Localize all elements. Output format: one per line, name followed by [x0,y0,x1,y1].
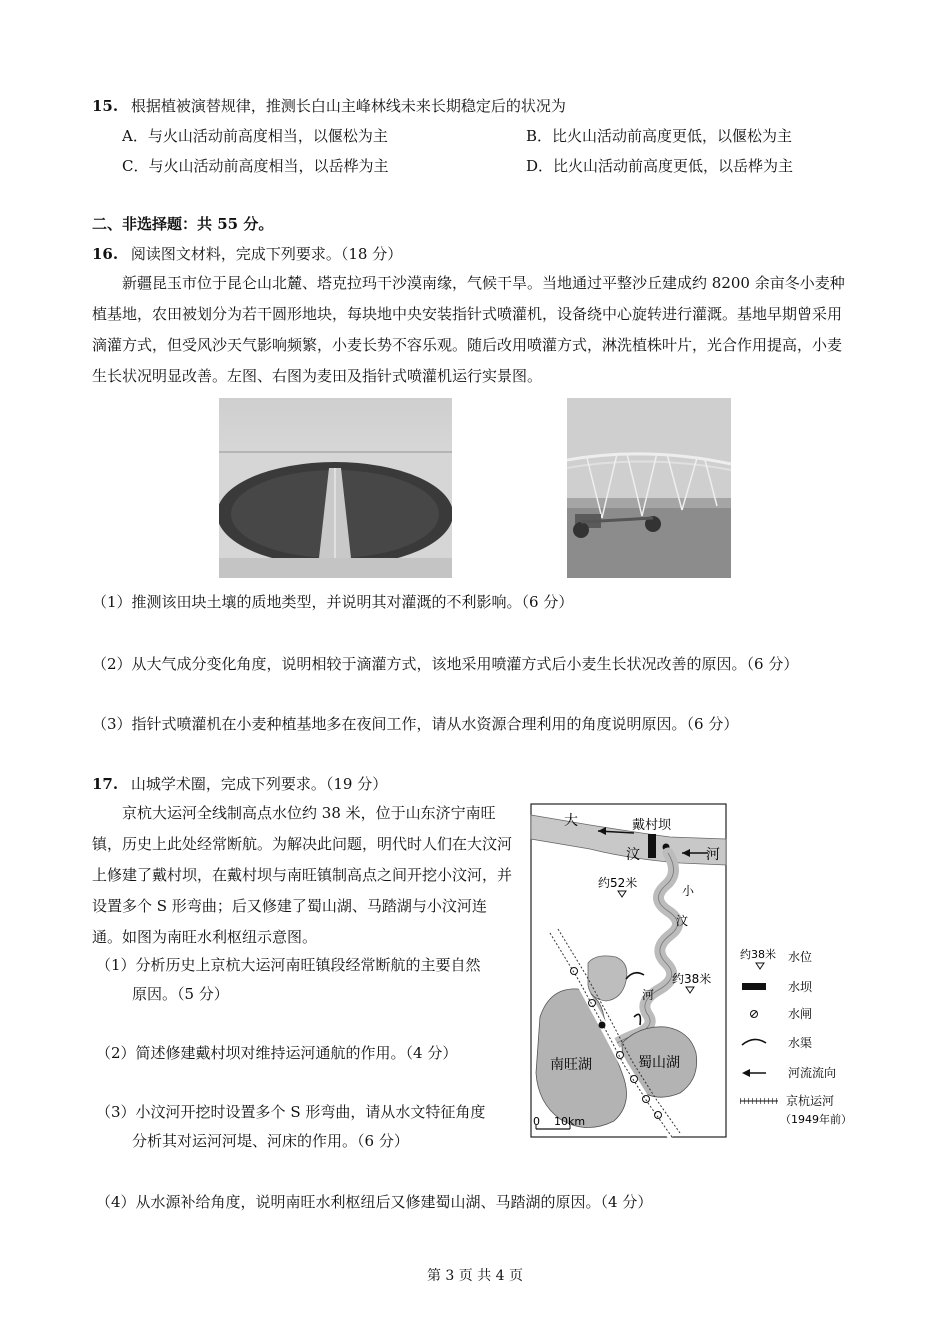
q15-stem-line [92,96,566,116]
legend-flow: 河流流向 [788,1066,837,1080]
nanwang-hub-map [530,803,850,1139]
label-he2: 河 [642,988,655,1002]
wheat-field-photo [219,398,452,578]
label-wen2: 汶 [676,914,689,928]
label-wen: 汶 [626,847,640,863]
q17-sub1-line1: （1）分析历史上京杭大运河南旺镇段经常断航的主要自然 [96,956,481,974]
legend-dam: 水坝 [788,980,813,994]
q17-sub1-line2: 原因。（5 分） [132,985,229,1003]
label-da: 大 [564,813,578,829]
nanwang-point [599,1022,606,1029]
label-dam: 戴村坝 [632,818,672,833]
q16-sub1: （1）推测该田块土壤的质地类型，并说明其对灌溉的不利影响。（6 分） [92,593,574,611]
label-he: 河 [706,847,720,863]
q17-sub4: （4）从水源补给角度，说明南旺水利枢纽后又修建蜀山湖、马踏湖的原因。（4 分） [96,1193,653,1211]
dam-symbol [648,834,656,858]
legend-gate: 水闸 [788,1007,813,1021]
q17-stem-line [92,774,387,794]
section2-title: 二、非选择题：共 55 分。 [92,215,274,233]
q17-passage: 京杭大运河全线制高点水位约 38 米，位于山东济宁南旺镇，历史上此处经常断航。为解决此问题，明代时人们在大汶河上修建了戴村坝，在戴村坝与南旺镇制高点之间开挖小汶河，并设置多个 S 形弯曲；后又修建了蜀山湖、马踏湖与小汶河连通。如图为南旺水利枢纽示意图。 [92,804,513,946]
q16-stem: 阅读图文材料，完成下列要求。（18 分） [130,245,403,263]
q17-sub2: （2）简述修建戴村坝对维持运河通航的作用。（4 分） [96,1044,458,1062]
q15-stem: 根据植被演替规律，推测长白山主峰林线未来长期稳定后的状况为 [130,97,566,115]
label-shushan-lake: 蜀山湖 [638,1055,680,1071]
q16-stem-line [92,244,402,264]
q15-option-a: A．与火山活动前高度相当，以偃松为主 [122,127,388,145]
scale-ten-km: 10km [554,1115,586,1128]
q16-passage: 新疆昆玉市位于昆仑山北麓、塔克拉玛干沙漠南缘，气候干旱。当地通过平整沙丘建成约 8200 余亩冬小麦种植基地，农田被划分为若干圆形地块，每块地中央安装指针式喷灌机，设备绕中心旋转进行灌溉。基地早期曾采用滴灌方式，但受风沙天气影响频繁，小麦长势不容乐观。随后改用喷灌方式，淋洗植株叶片，光合作用提高，小麦生长状况明显改善。左图、右图为麦田及指针式喷灌机运行实景图。 [92,274,845,385]
q17-stem: 山城学术圈，完成下列要求。（19 分） [130,775,388,793]
q15-option-d: D．比火山活动前高度更低，以岳桦为主 [526,157,794,175]
legend-channel: 水渠 [788,1036,813,1050]
label-alt38: 约38米 [672,972,712,986]
legend-dam-symbol [742,983,766,990]
legend-level-value: 约38米 [740,948,776,961]
pivot-irrigator-photo [567,398,731,578]
label-alt52: 约52米 [598,876,638,890]
map-legend [740,947,850,1126]
label-nanwang-lake: 南旺湖 [550,1057,592,1073]
label-xiao: 小 [682,884,695,898]
q16-sub2: （2）从大气成分变化角度，说明相较于滴灌方式，该地采用喷灌方式后小麦生长状况改善的原因。（6 分） [92,655,799,673]
q17-sub3-line1: （3）小汶河开挖时设置多个 S 形弯曲，请从水文特征角度 [96,1103,486,1121]
q17-sub3-line2: 分析其对运河河堤、河床的作用。（6 分） [132,1132,409,1150]
legend-canal: 京杭运河 [786,1094,835,1108]
q16-number: 16. [92,245,119,263]
q15-option-c: C．与火山活动前高度相当，以岳桦为主 [122,157,389,175]
q16-sub3: （3）指针式喷灌机在小麦种植基地多在夜间工作，请从水资源合理利用的角度说明原因。（6 分） [92,715,739,733]
page-footer: 第 3 页 共 4 页 [426,1268,524,1284]
legend-level: 水位 [788,950,813,964]
q15-option-b: B．比火山活动前高度更低，以偃松为主 [526,127,793,145]
legend-canal-note: （1949年前） [780,1113,850,1126]
q17-number: 17. [92,775,119,793]
q15-number: 15. [92,97,119,115]
scale-zero: 0 [533,1115,540,1128]
